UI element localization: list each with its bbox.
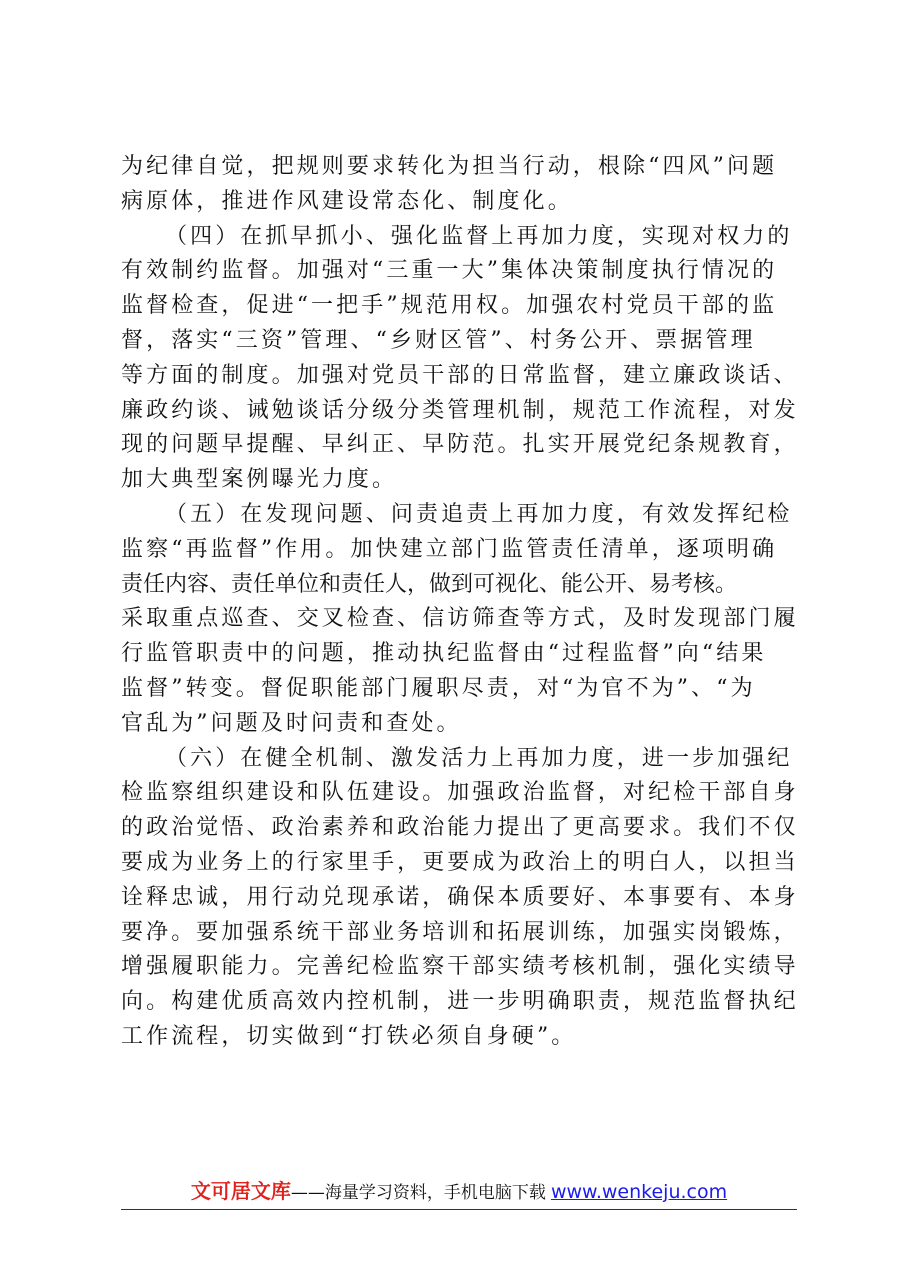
text-line: 为纪律自觉，把规则要求转化为担当行动，根除“四风”问题 [121, 154, 778, 179]
text-line: （六）在健全机制、激发活力上再加力度，进一步加强纪 [165, 745, 793, 771]
text-line: 督，落实“三资”管理、“乡财区管”、村务公开、票据管理 [121, 327, 756, 353]
text-line: 工作流程，切实做到“打铁必须自身硬”。 [121, 1023, 577, 1049]
text-line: 要成为业务上的行家里手，更要成为政治上的明白人，以担当 [121, 849, 799, 875]
footer-divider [121, 1209, 797, 1210]
text-line: 官乱为”问题及时问责和查处。 [121, 710, 462, 736]
text-line: 监督检查，促进“一把手”规范用权。加强农村党员干部的监 [121, 293, 778, 319]
footer-brand: 文可居文库 [190, 1179, 291, 1203]
text-line: 责任内容、责任单位和责任人，做到可视化、能公开、易考核。 [121, 571, 738, 597]
text-line: 监督”转变。督促职能部门履职尽责，对“为官不为”、“为 [121, 675, 756, 701]
text-line: 检监察组织建设和队伍建设。加强政治监督，对纪检干部自身 [121, 780, 799, 806]
text-line: 诠释忠诚，用行动兑现承诺，确保本质要好、本事要有、本身 [121, 884, 799, 910]
text-line: （五）在发现问题、问责追责上再加力度，有效发挥纪检 [165, 501, 793, 527]
text-line: 有效制约监督。加强对“三重一大”集体决策制度执行情况的 [121, 258, 778, 284]
text-line: 监察“再监督”作用。加快建立部门监管责任清单，逐项明确 [121, 536, 778, 562]
text-line: （四）在抓早抓小、强化监督上再加力度，实现对权力的 [165, 223, 793, 249]
text-line: 向。构建优质高效内控机制，进一步明确职责，规范监督执纪 [121, 989, 799, 1015]
text-line: 病原体，推进作风建设常态化、制度化。 [121, 188, 573, 214]
text-line: 增强履职能力。完善纪检监察干部实绩考核机制，强化实绩导 [121, 954, 799, 980]
footer-link[interactable]: www.wenkeju.com [550, 1181, 728, 1203]
text-line: 要净。要加强系统干部业务培训和拓展训练，加强实岗锻炼， [121, 919, 799, 945]
text-line: 加大典型案例曝光力度。 [121, 467, 398, 493]
footer-tagline: ——海量学习资料，手机电脑下载 [290, 1183, 546, 1203]
text-line: 采取重点巡查、交叉检查、信访筛查等方式，及时发现部门履 [121, 606, 799, 632]
text-line: 廉政约谈、诫勉谈话分级分类管理机制，规范工作流程，对发 [121, 397, 799, 423]
page-footer [121, 1175, 797, 1204]
text-line: 的政治觉悟、政治素养和政治能力提出了更高要求。我们不仅 [121, 815, 799, 841]
text-line: 行监管职责中的问题，推动执纪监督由“过程监督”向“结果 [121, 641, 767, 667]
body-text [121, 150, 801, 1055]
text-line: 现的问题早提醒、早纠正、早防范。扎实开展党纪条规教育， [121, 432, 799, 458]
text-line: 等方面的制度。加强对党员干部的日常监督，建立廉政谈话、 [121, 362, 799, 388]
